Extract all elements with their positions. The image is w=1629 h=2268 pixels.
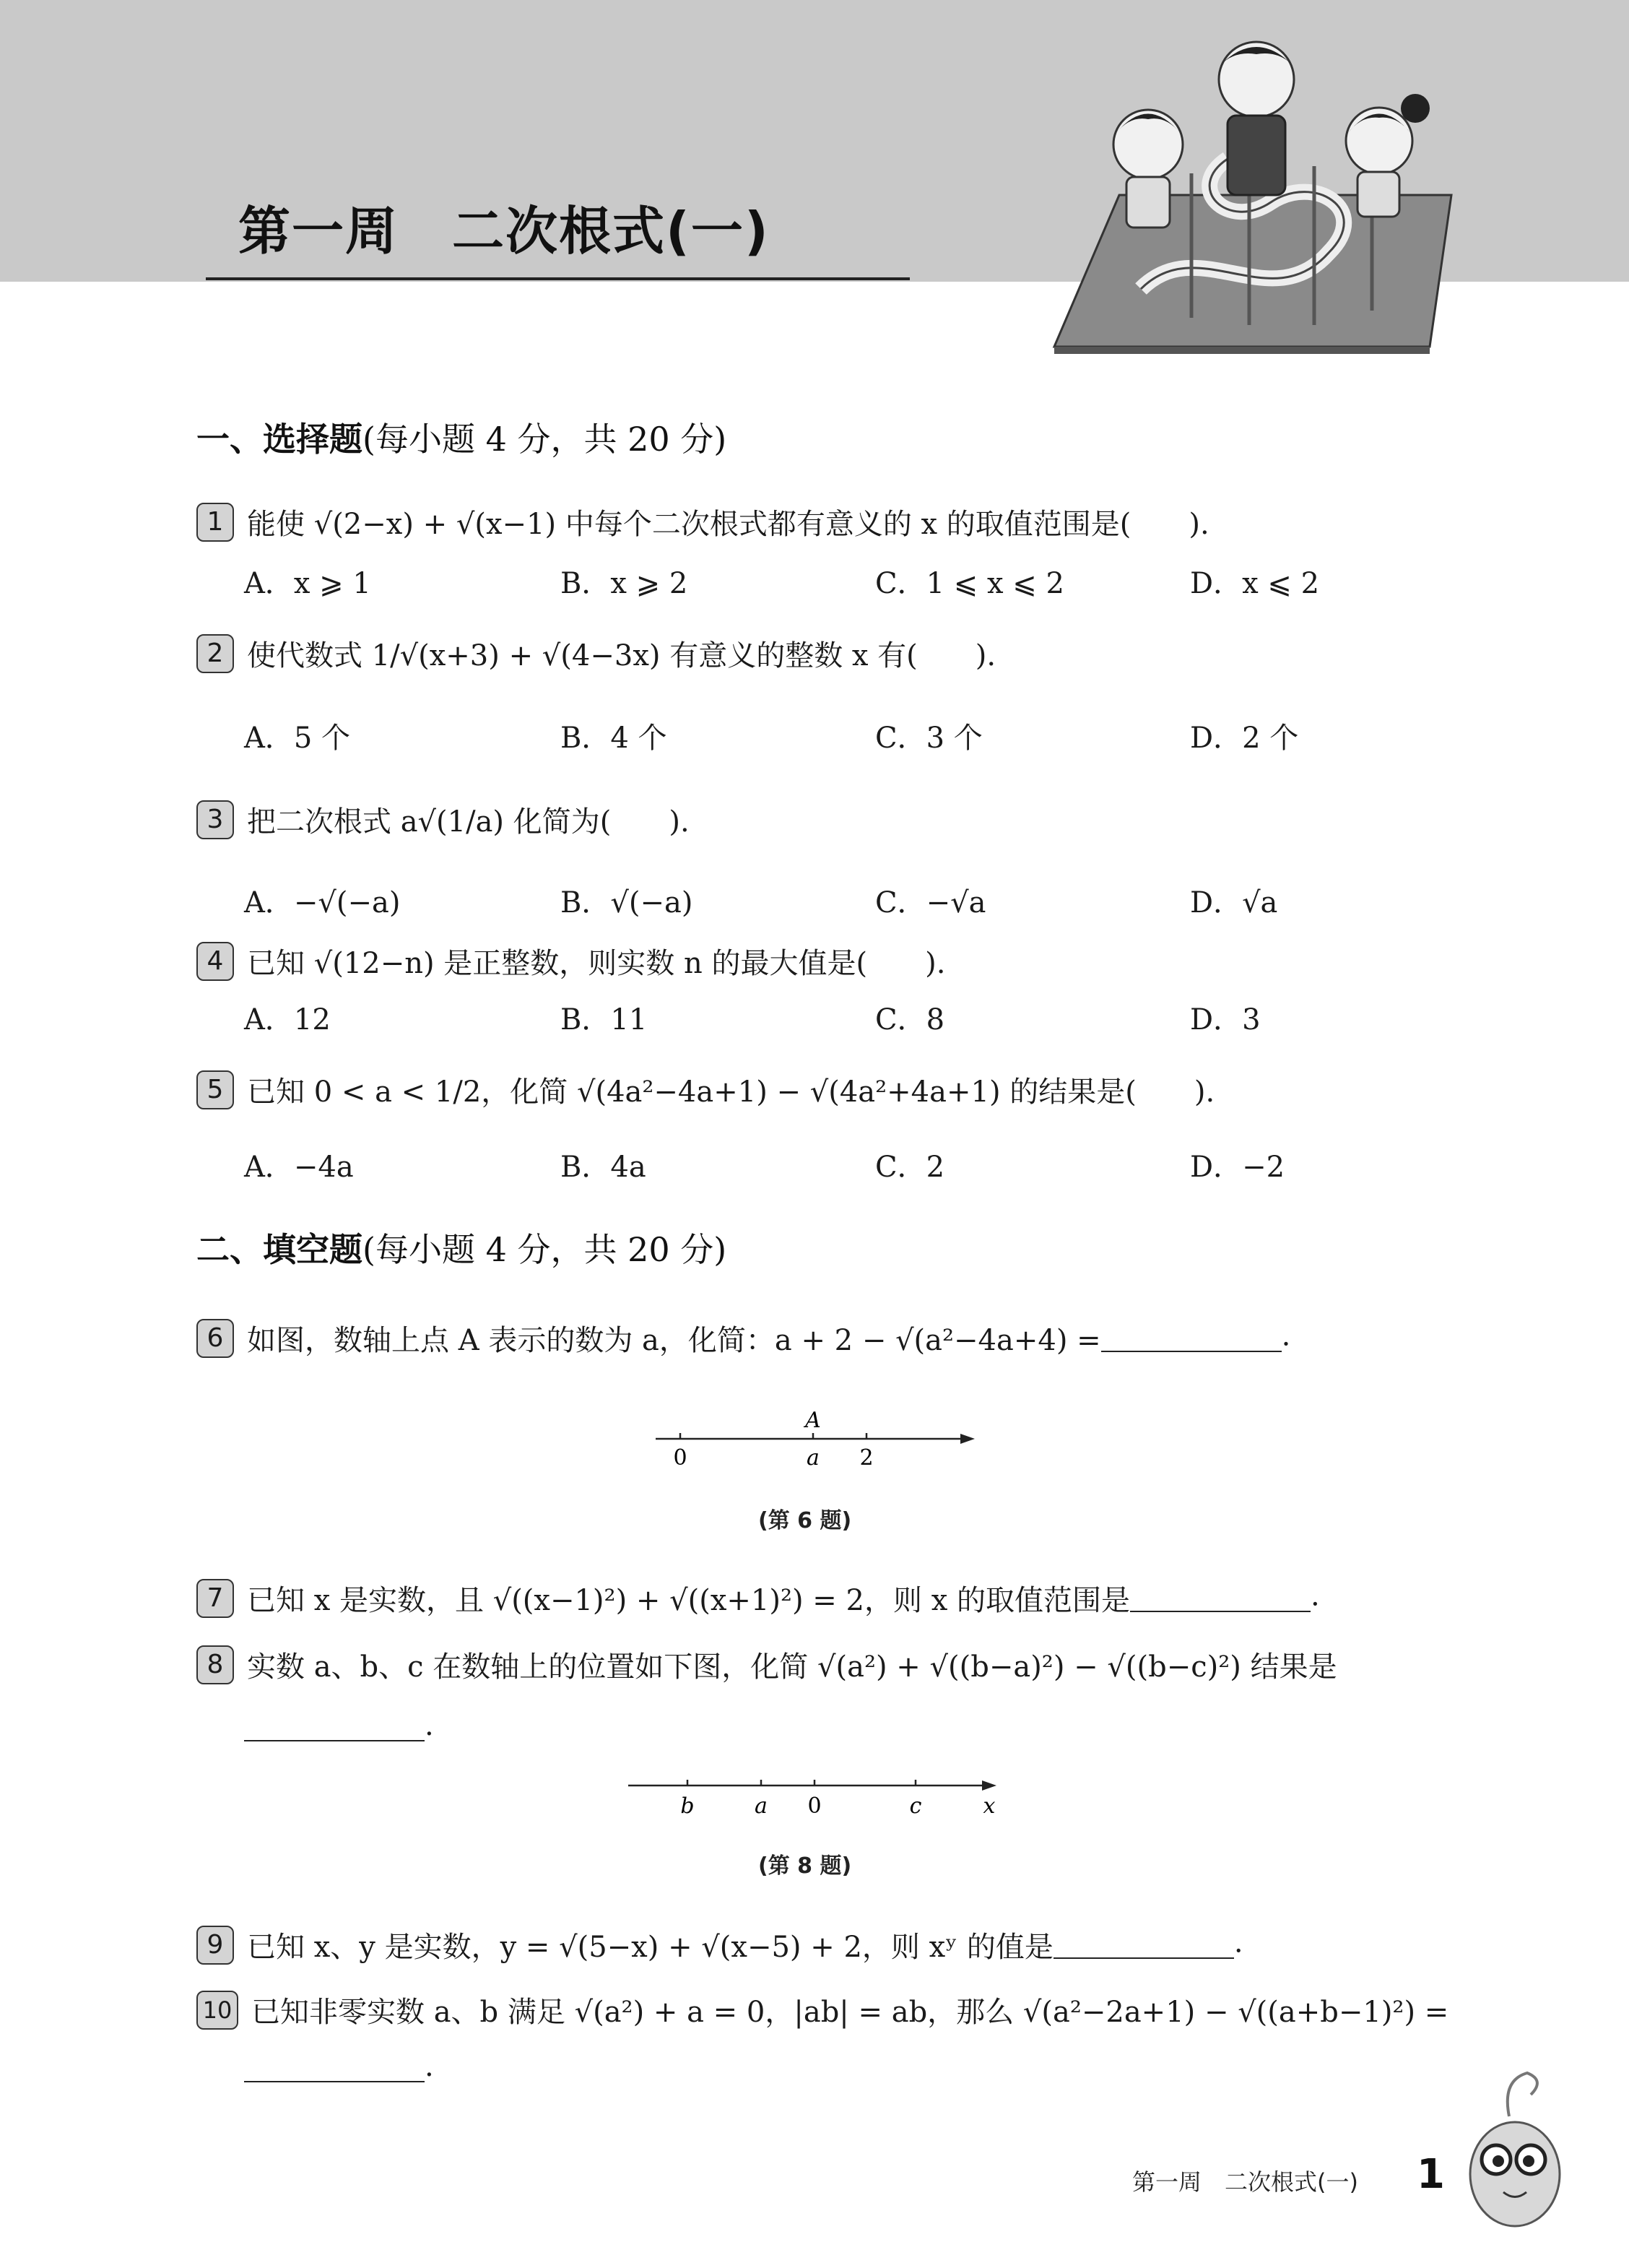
option-b: B．11: [560, 1003, 648, 1036]
answer-blank[interactable]: [1054, 1931, 1234, 1959]
option-d: D．√a: [1190, 886, 1278, 919]
axis-arrow-icon: [982, 1780, 996, 1791]
question-text: 把二次根式 a√(1/a) 化简为( ).: [247, 805, 690, 839]
option-d: D．2 个: [1190, 722, 1299, 755]
footer-chapter-label: 第一周 二次根式(一): [1132, 2168, 1358, 2196]
question-number-badge: 4: [196, 942, 234, 981]
question-8-answer-line: [244, 1709, 434, 1742]
axis-label: x: [983, 1793, 996, 1819]
option-c: C．8: [875, 1003, 945, 1036]
question-number-badge: 6: [196, 1319, 234, 1358]
question-end-mark: .: [1281, 1319, 1291, 1353]
option-b: B．√(−a): [560, 886, 693, 919]
answer-blank[interactable]: [244, 1714, 425, 1741]
option-c: C．3 个: [875, 722, 983, 755]
title-underline: [206, 277, 910, 280]
tick-label: 0: [807, 1793, 822, 1819]
section-heading-subtitle: (每小题 4 分，共 20 分): [362, 420, 727, 459]
header-illustration: [1011, 14, 1480, 361]
question-8: [196, 1644, 1337, 1685]
question-9: [196, 1924, 1243, 1965]
option-d: D．3: [1190, 1003, 1261, 1036]
option-a: A．x ⩾ 1: [244, 567, 371, 600]
number-line-figure-6: [650, 1401, 982, 1473]
section-heading-title: 一、选择题: [196, 420, 362, 459]
question-2: [196, 633, 996, 674]
question-10: [196, 1989, 1448, 2030]
question-10-answer-line: [244, 2050, 434, 2083]
answer-blank[interactable]: [244, 2055, 425, 2082]
option-d: D．x ⩽ 2: [1190, 567, 1320, 600]
tick-label: b: [680, 1793, 695, 1819]
question-number-badge: 7: [196, 1579, 234, 1618]
question-text: 已知 √(12−n) 是正整数，则实数 n 的最大值是( ).: [247, 947, 946, 980]
question-number-badge: 5: [196, 1070, 234, 1109]
question-4: [196, 940, 945, 982]
question-text: 已知 x、y 是实数，y = √(5−x) + √(x−5) + 2，则 xʸ 的值是: [247, 1931, 1054, 1964]
question-end-mark: .: [425, 1709, 434, 1742]
option-b: B．4a: [560, 1151, 646, 1184]
question-number-badge: 10: [196, 1991, 238, 2030]
answer-blank[interactable]: [1101, 1325, 1282, 1352]
section-heading-subtitle: (每小题 4 分，共 20 分): [362, 1230, 727, 1269]
question-end-mark: .: [1310, 1579, 1320, 1613]
option-c: C．2: [875, 1151, 945, 1184]
question-text: 实数 a、b、c 在数轴上的位置如下图，化简 √(a²) + √((b−a)²) − √((b−c)²) 结果是: [247, 1650, 1337, 1684]
question-end-mark: .: [1233, 1926, 1243, 1960]
question-number-badge: 1: [196, 503, 234, 542]
option-c: C．1 ⩽ x ⩽ 2: [875, 567, 1064, 600]
question-number-badge: 8: [196, 1645, 234, 1684]
question-6: [196, 1317, 1290, 1359]
option-b: B．x ⩾ 2: [560, 567, 688, 600]
option-b: B．4 个: [560, 722, 667, 755]
question-7: [196, 1577, 1320, 1619]
point-label: A: [805, 1408, 821, 1433]
question-text: 使代数式 1/√(x+3) + √(4−3x) 有意义的整数 x 有( ).: [247, 639, 996, 672]
question-text: 已知 0 < a < 1/2，化简 √(4a²−4a+1) − √(4a²+4a+1) 的结果是( ).: [247, 1075, 1215, 1109]
question-number-badge: 9: [196, 1926, 234, 1965]
option-a: A．−√(−a): [244, 886, 401, 919]
section-heading-title: 二、填空题: [196, 1230, 362, 1269]
question-text: 已知非零实数 a、b 满足 √(a²) + a = 0，|ab| = ab，那么 √(a²−2a+1) − √((a+b−1)²) =: [251, 1996, 1449, 2029]
question-1: [196, 501, 1209, 542]
question-text: 能使 √(2−x) + √(x−1) 中每个二次根式都有意义的 x 的取值范围是( ).: [247, 508, 1209, 541]
option-a: A．5 个: [244, 722, 351, 755]
number-line-figure-8: [621, 1762, 1011, 1820]
tick-label: 2: [859, 1445, 874, 1471]
question-number-badge: 3: [196, 800, 234, 839]
section-heading-choice: [196, 413, 726, 461]
question-3: [196, 799, 690, 840]
question-text: 已知 x 是实数，且 √((x−1)²) + √((x+1)²) = 2，则 x 的取值范围是: [247, 1584, 1130, 1617]
tick-label: 0: [673, 1445, 687, 1471]
option-a: A．−4a: [244, 1151, 354, 1184]
answer-blank[interactable]: [1130, 1585, 1311, 1612]
tick-label: a: [755, 1793, 768, 1819]
figure-caption-8: (第 8 题): [758, 1853, 852, 1879]
page-title: 第一周 二次根式(一): [238, 201, 770, 261]
option-d: D．−2: [1190, 1151, 1285, 1184]
section-heading-fill: [196, 1224, 726, 1271]
question-text: 如图，数轴上点 A 表示的数为 a，化简：a + 2 − √(a²−4a+4) =: [247, 1324, 1101, 1357]
tick-label: c: [909, 1793, 922, 1819]
option-a: A．12: [244, 1003, 331, 1036]
page-number: 1: [1417, 2151, 1445, 2198]
question-end-mark: .: [425, 2050, 434, 2083]
tick-label: a: [807, 1445, 820, 1471]
question-5: [196, 1069, 1215, 1110]
question-number-badge: 2: [196, 634, 234, 673]
axis-arrow-icon: [960, 1434, 975, 1444]
mascot-icon: [1459, 2066, 1567, 2239]
figure-caption-6: (第 6 题): [758, 1508, 852, 1533]
option-c: C．−√a: [875, 886, 986, 919]
